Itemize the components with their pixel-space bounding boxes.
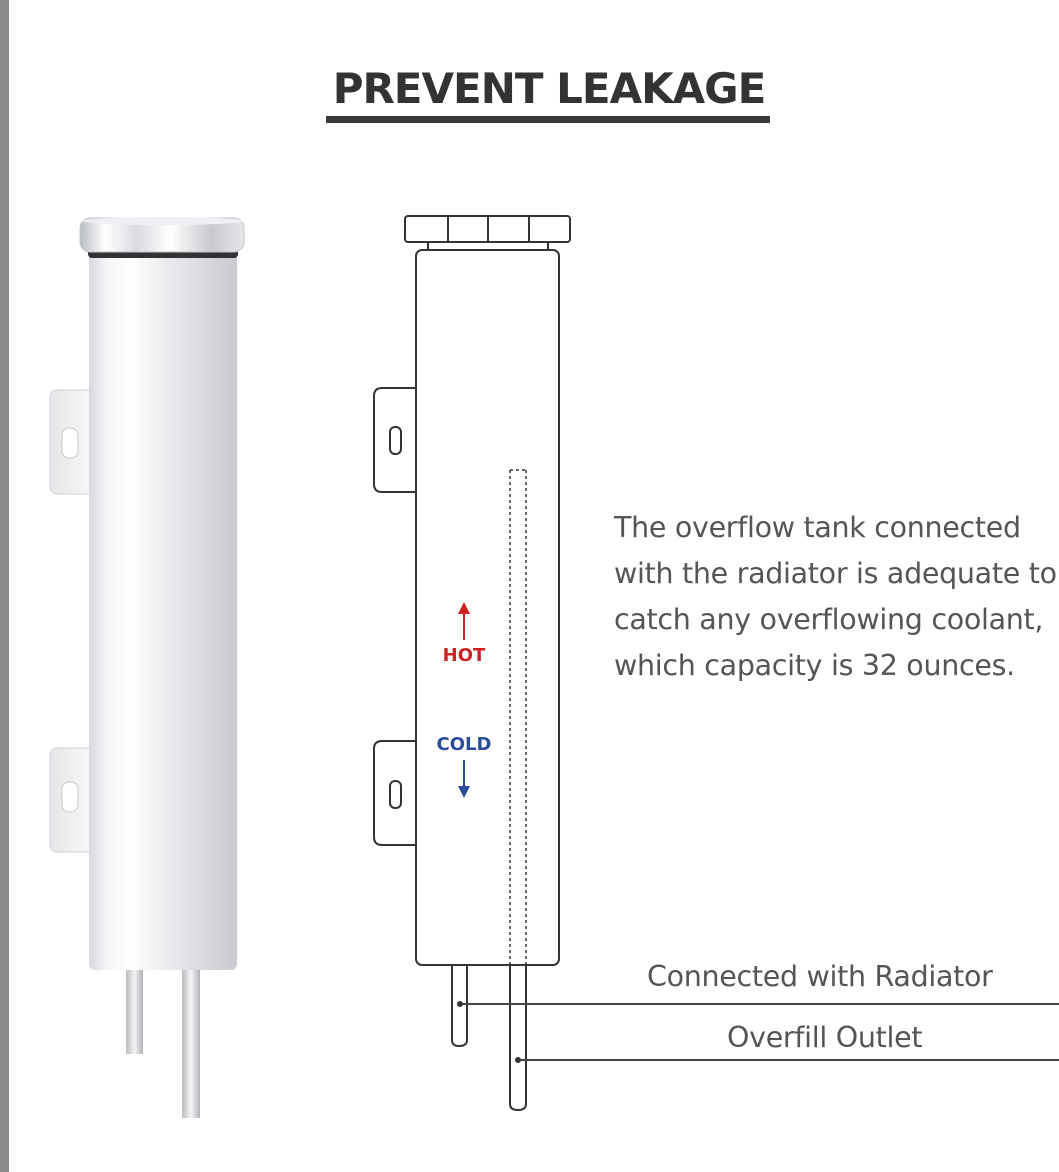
hot-label: HOT xyxy=(442,645,486,666)
connected-radiator-label: Connected with Radiator xyxy=(647,960,993,993)
description-text: The overflow tank connected with the radiator is adequate to catch any overflowing coolant, which capacity is 32 ounces. xyxy=(614,511,1057,682)
page-title: PREVENT LEAKAGE xyxy=(332,64,766,113)
cold-label: COLD xyxy=(436,734,492,755)
tank-photo xyxy=(50,217,244,1118)
overfill-outlet-label: Overfill Outlet xyxy=(727,1021,923,1054)
leader-line-radiator xyxy=(457,1001,1059,1007)
leader-line-overfill xyxy=(515,1057,1059,1063)
